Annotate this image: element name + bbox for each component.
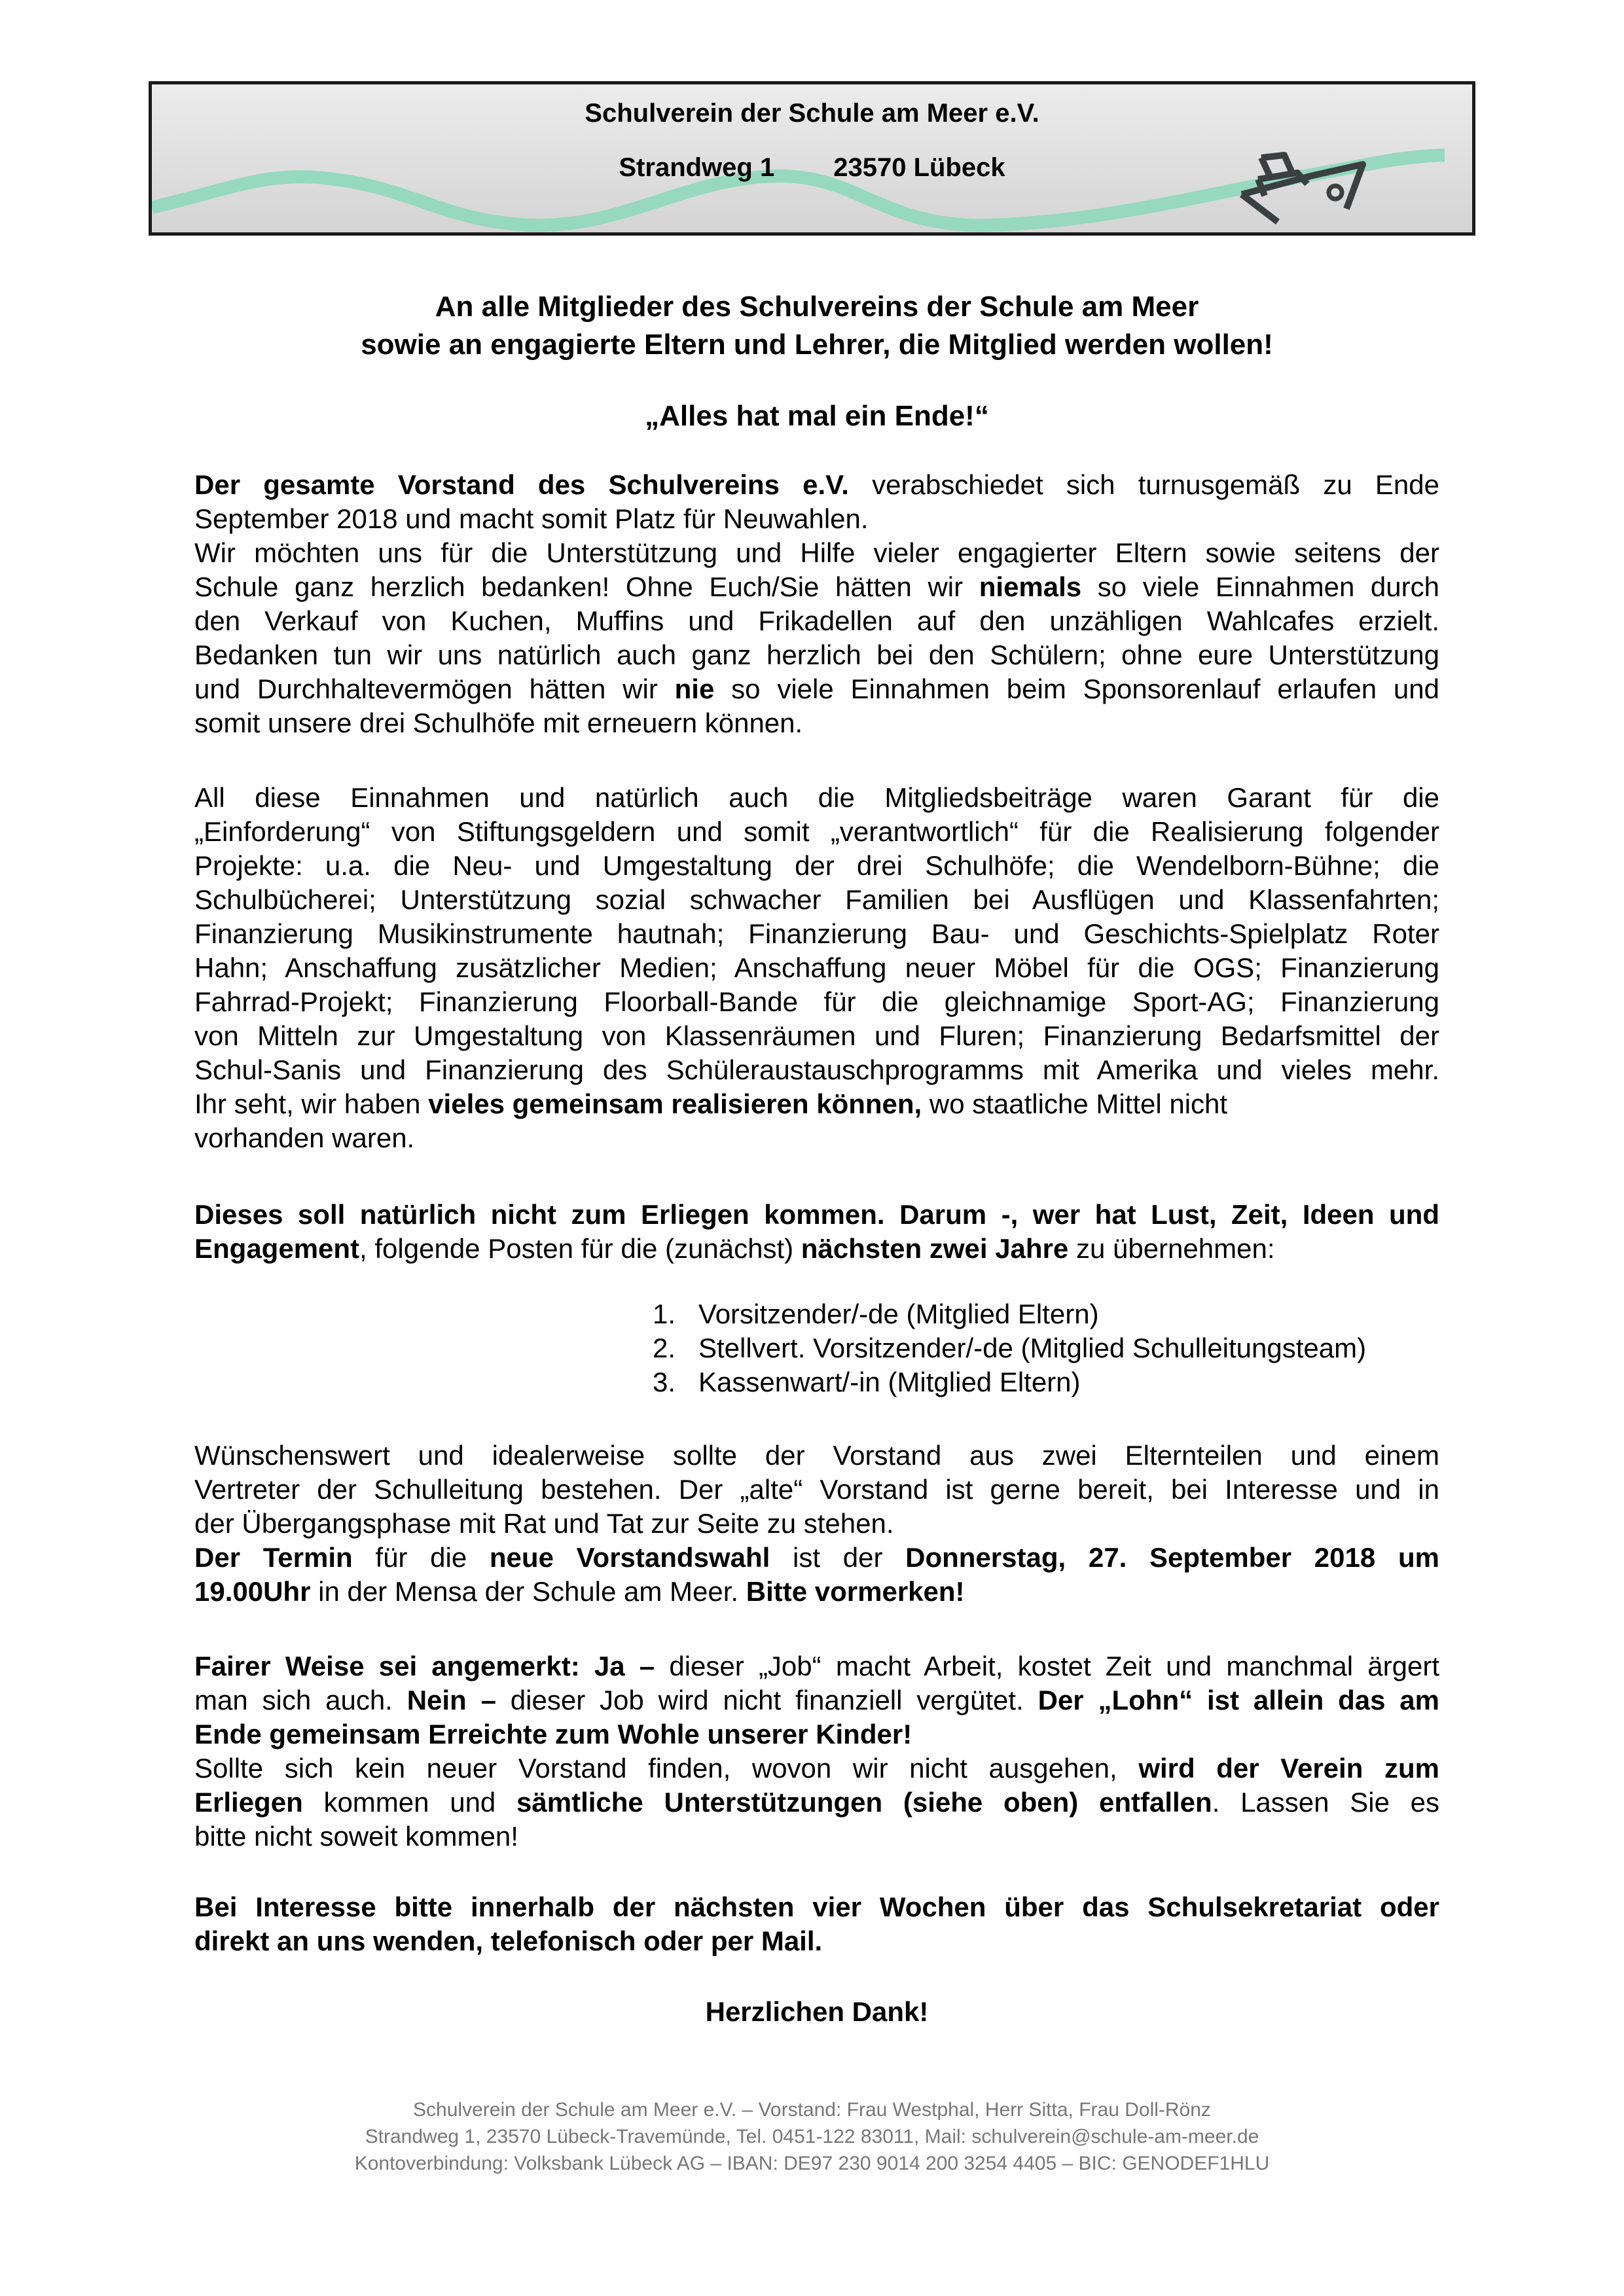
boat-icon — [1232, 143, 1376, 228]
paragraph-projects: All diese Einnahmen und natürlich auch die Mitgliedsbeiträge waren Garant für die „Einforderung“ von Stiftungsgeldern und somit „verantwortlich“ für die Realisierung folgender Projekte: u.a. die Neu- und Umgestaltung der drei Schulhöfe; die Wendelborn-Bühne; die Schulbücherei; Unterstützung sozial schwacher Familien bei Ausflügen und Klassenfahrten; Finanzierung Musikinstrumente hautnah; Finanzierung Bau- und Geschichts-Spielplatz Roter Hahn; Anschaffung zusätzlicher Medien; Anschaffung neuer Möbel für die OGS; Finanzierung Fahrrad-Projekt; Finanzierung Floorball-Bande für die gleichnamige Sport-AG; Finanzierung von Mitteln zur Umgestaltung von Klassenräumen und Fluren; Finanzierung Bedarfsmittel der Schul-Sanis und Finanzierung des Schüleraustauschprogramms mit Amerika und vieles mehr. Ihr seht, wir haben vieles gemeinsam realisieren können, wo staatliche Mittel nicht vorhanden waren. — [194, 782, 1439, 1153]
title-line-1: An alle Mitglieder des Schulvereins der Schule am Meer — [435, 291, 1199, 323]
org-street: Strandweg 1 — [619, 153, 775, 182]
footer-bank-line: Kontoverbindung: Volksbank Lübeck AG – IBAN: DE97 230 9014 200 3254 4405 – BIC: GENODEF1HLU — [354, 2153, 1270, 2174]
footer-address-line: Strandweg 1, 23570 Lübeck-Travemünde, Tel. 0451-122 83011, Mail: schulverein@schule-am-meer.de — [365, 2126, 1259, 2147]
paragraph-contact: Bei Interesse bitte innerhalb der nächsten vier Wochen über das Schulsekretariat oder direkt an uns wenden, telefonisch oder per Mail. — [194, 1892, 1439, 1956]
list-item: 1. Vorsitzender/-de (Mitglied Eltern) — [653, 1299, 1099, 1329]
title-line-2: sowie an engagierte Eltern und Lehrer, die Mitglied werden wollen! — [361, 329, 1273, 361]
paragraph-thanks: Der gesamte Vorstand des Schulvereins e.V. verabschiedet sich turnusgemäß zu Ende September 2018 und macht somit Platz für Neuwahlen. Wir möchten uns für die Unterstützung und Hilfe vieler engagierter Eltern sowie seitens der Schule ganz herzlich bedanken! Ohne Euch/Sie hätten wir niemals so viele Einnahmen durch den Verkauf von Kuchen, Muffins und Frikadellen auf den unzähligen Wahlcafes erzielt. Bedanken tun wir uns natürlich auch ganz herzlich bei den Schülern; ohne eure Unterstützung und Durchhaltevermögen hätten wir nie so viele Einnahmen beim Sponsorenlauf erlaufen und somit unsere drei Schulhöfe mit erneuern können. — [194, 469, 1440, 738]
paragraph-fairness-note: Fairer Weise sei angemerkt: Ja – dieser „Job“ macht Arbeit, kostet Zeit und manchmal ärgert man sich auch. Nein – dieser Job wird nicht finanziell vergütet. Der „Lohn“ ist allein das am Ende gemeinsam Erreichte zum Wohle unserer Kinder! Sollte sich kein neuer Vorstand finden, wovon wir nicht ausgehen, wird der Verein zum Erliegen kommen und sämtliche Unterstützungen (siehe oben) entfallen. Lassen Sie es bitte nicht soweit kommen! — [194, 1651, 1440, 1852]
footer — [0, 2096, 1624, 2177]
positions-list — [653, 1297, 1366, 1399]
closing-thanks: Herzlichen Dank! — [705, 1996, 929, 2027]
list-item: 3. Kassenwart/-in (Mitglied Eltern) — [653, 1367, 1081, 1397]
quote-heading: „Alles hat mal ein Ende!“ — [645, 400, 989, 432]
letterhead — [149, 81, 1475, 236]
footer-board-line: Schulverein der Schule am Meer e.V. – Vorstand: Frau Westphal, Herr Sitta, Frau Doll-Rönz — [413, 2099, 1211, 2121]
paragraph-call-to-action: Dieses soll natürlich nicht zum Erliegen kommen. Darum -, wer hat Lust, Zeit, Ideen und Engagement, folgende Posten für die (zunächst) nächsten zwei Jahre zu übernehmen: — [194, 1199, 1439, 1264]
list-item: 2. Stellvert. Vorsitzender/-de (Mitglied Schulleitungsteam) — [653, 1333, 1367, 1363]
paragraph-election-date: Wünschenswert und idealerweise sollte der Vorstand aus zwei Elternteilen und einem Vertreter der Schulleitung bestehen. Der „alte“ Vorstand ist gerne bereit, bei Interesse und in der Übergangsphase mit Rat und Tat zur Seite zu stehen. Der Termin für die neue Vorstandswahl ist der Donnerstag, 27. September 2018 um 19.00Uhr in der Mensa der Schule am Meer. Bitte vormerken! — [194, 1440, 1439, 1607]
org-city: 23570 Lübeck — [833, 153, 1005, 182]
org-name: Schulverein der Schule am Meer e.V. — [585, 99, 1039, 128]
